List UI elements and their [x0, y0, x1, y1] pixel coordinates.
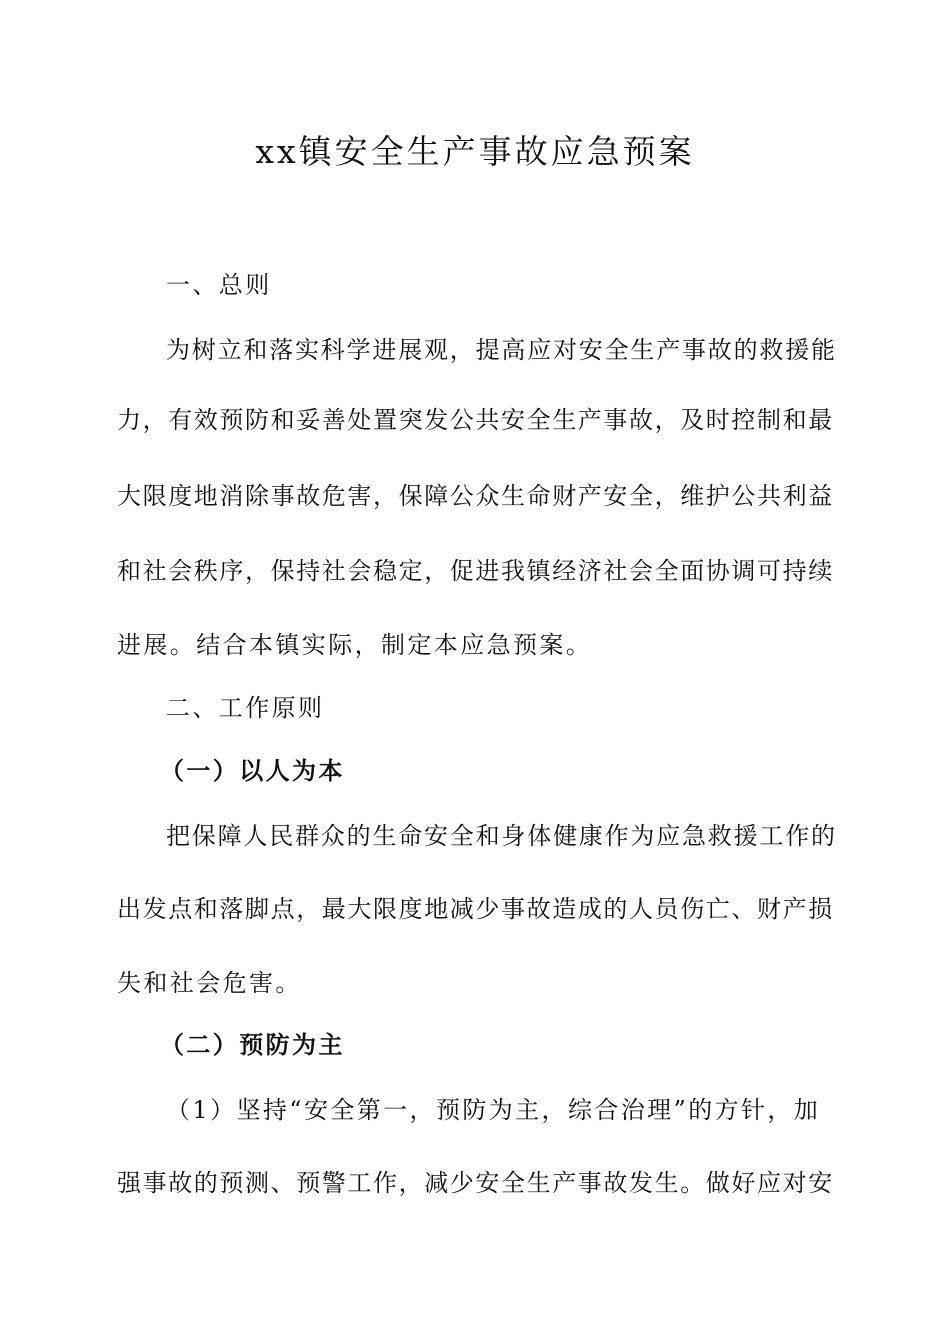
paragraph-line: 强事故的预测、预警工作，减少安全生产事故发生。做好应对安: [117, 1169, 834, 1197]
paragraph-line: 进展。结合本镇实际，制定本应急预案。: [117, 631, 593, 659]
paragraph-line: 失和社会危害。: [117, 969, 302, 997]
paragraph-line: 力，有效预防和妥善处置突发公共安全生产事故，及时控制和最: [117, 406, 834, 434]
paragraph-line: 为树立和落实科学进展观，提高应对安全生产事故的救援能: [166, 336, 837, 364]
document-title: xx镇安全生产事故应急预案: [255, 132, 695, 171]
paragraph-line: 和社会秩序，保持社会稳定，促进我镇经济社会全面协调可持续: [117, 557, 834, 585]
subheading-prevention-first: （二）预防为主: [160, 1031, 345, 1059]
paragraph-line: 把保障人民群众的生命安全和身体健康作为应急救援工作的: [166, 822, 837, 850]
paragraph-line: 大限度地消除事故危害，保障公众生命财产安全，维护公共利益: [117, 482, 834, 510]
section-heading-general: 一、总则: [166, 271, 272, 299]
paragraph-line: （1）坚持“安全第一，预防为主，综合治理”的方针，加: [166, 1096, 821, 1124]
subheading-people-first: （一）以人为本: [160, 757, 345, 785]
section-heading-principles: 二、工作原则: [166, 694, 325, 722]
paragraph-line: 出发点和落脚点，最大限度地减少事故造成的人员伤亡、财产损: [117, 895, 834, 923]
